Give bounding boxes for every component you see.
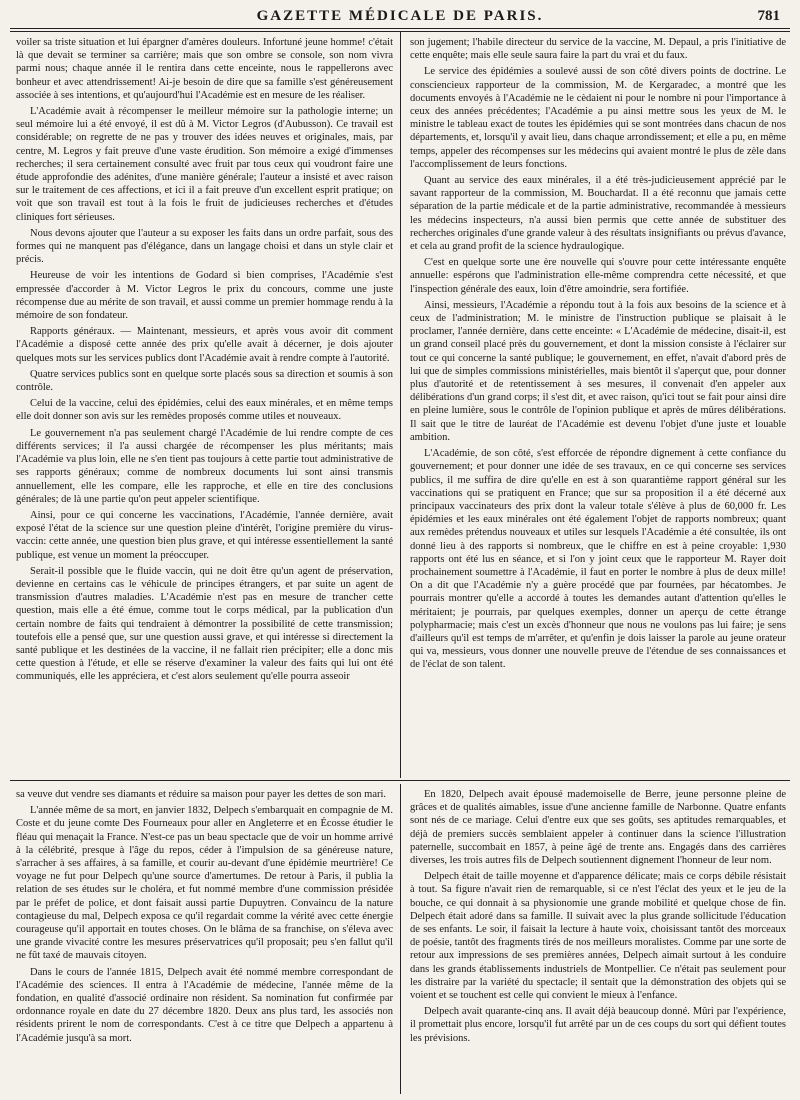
paragraph: Le service des épidémies a soulevé aussi de son côté divers points de doctrine. Le consciencieux rapporteur de la commission, M. de Kergaradec, a montré que les documents envoyés à l'Académie ne le cèdaient ni pour le nombre ni pour l'importance à ceux des années précédentes; l'Académie a pu ainsi mettre sous les yeux de M. le ministre le tableau exact de toutes les épidémies qui se sont montrées dans chacun de nos départements, et, lorsqu'il y avait lieu, dans chaque arrondissement; et elle a pu, en même temps, appeler des récompenses sur les médecins qui avaient montré le plus de zèle dans l'accomplissement de leurs fonctions.	[410, 66, 786, 170]
section-divider	[10, 780, 790, 781]
top-left-column	[16, 36, 393, 777]
paragraph: Le gouvernement n'a pas seulement chargé l'Académie de lui rendre compte de ces différents services; il l'a aussi chargée de récompenser les plus méritants; mais l'Académie va plus loin, elle ne s'en tient pas toujours à cette partie tout administrative de ses rapports généraux; comme de nombreux documents lui sont ainsi transmis annuellement, elle les compare, elle les rapproche, et elle en tire des conclusions générales; de là une partie qu'on peut appeler scientifique.	[16, 427, 393, 505]
paragraph: Celui de la vaccine, celui des épidémies, celui des eaux minérales, et en même temps elle doit donner son avis sur les remèdes proposés comme utiles et nouveaux.	[16, 398, 393, 423]
paragraph: Ainsi, pour ce qui concerne les vaccinations, l'Académie, l'année dernière, avait exposé l'état de la science sur une question pleine d'intérêt, l'origine première du virus-vaccin: cette année, une question bien plus grave, et qui intéresse essentiellement la santé publique, est venue un moment la préoccuper.	[16, 509, 393, 561]
paragraph: Ainsi, messieurs, l'Académie a répondu tout à la fois aux besoins de la science et à ceux de l'administration; M. le ministre de l'instruction publique se plaisait à le proclamer, l'année dernière, dans cette enceinte: « L'Académie de médecine, disait-il, est un grand conseil placé près du gouvernement, et dont la mission consiste à l'éclairer sur tout ce qui concerne la santé publique; le gouvernement, en effet, n'avait d'abord près de lui que de simples commissions ministérielles, mais bientôt il s'aperçut que, pour donner plus d'autorité et de retentissement à ses mesures, il convenait d'en appeler aux délibérations d'un grand corps; il s'est dit, et avec raison, qu'ici tout se fait pour ainsi dire en pleine lumière, sous le contrôle de l'opinion publique et après de mûres délibérations. Il sait que le titre de lauréat de l'Académie est devenu l'objet d'une juste et louable ambition.	[410, 299, 786, 443]
paragraph: Nous devons ajouter que l'auteur a su exposer les faits dans un ordre parfait, sous des formes qui ne manquent pas d'élégance, dans un langage choisi et dans un style clair et précis.	[16, 227, 393, 266]
paragraph: Delpech était de taille moyenne et d'apparence délicate; mais ce corps débile résistait à tout. Sa figure n'avait rien de remarquable, si ce n'est l'éclat des yeux et le jeu de la bouche, ce qui donnait à sa physionomie une grande mobilité et quelque chose de fin. Delpech était adoré dans sa famille. Il suivait avec la plus grande sollicitude l'éducation de ses enfants. Le soir, il faisait la lecture à haute voix, choisissant tantôt des morceaux de poésie, tantôt des fragments tirés de nos meilleurs moralistes. Comme par une sorte de retour aux impressions de ses premières années, Delpech aimait surtout à les conduire dans les grands établissements industriels de Montpellier. Ce n'était pas seulement pour les distraire par la variété du spectacle; il sentait que la démonstration des objets qui se voient et se touchent est celle qui convient le mieux à l'enfance.	[410, 871, 786, 1002]
page-number: 781	[757, 8, 780, 24]
paragraph: Serait-il possible que le fluide vaccin, qui ne doit être qu'un agent de préservation, devienne en certains cas le véhicule de principes étrangers, et par suite un agent de transmission d'autres maladies. L'Académie n'est pas en mesure de trancher cette question, mais elle a été émue, comme tout le corps médical, par la publication d'un certain nombre de faits qui tendraient à démontrer la possibilité de cette transmission; toutefois elle a pensé que, sur une question aussi grave, et qui intéresse si directement la santé publique et les destinées de la vaccine, il ne fallait rien précipiter; elle a donc mis cette question à l'étude, et elle se réserve d'examiner la valeur des faits qui lui ont été communiqués, elle les appréciera, et c'est alors seulement qu'elle pourra asseoir	[16, 565, 393, 683]
bottom-right-column	[410, 788, 786, 1094]
top-right-column	[410, 36, 786, 777]
paragraph: son jugement; l'habile directeur du service de la vaccine, M. Depaul, a pris l'initiative de cette enquête; mais elle seule saura faire la part du vrai et du faux.	[410, 37, 786, 62]
header-rule	[10, 28, 790, 29]
paragraph: Heureuse de voir les intentions de Godard si bien comprises, l'Académie s'est empressée d'accorder à M. Victor Legros le prix du concours, comme une juste récompense due au mérite de son travail, et aussi comme un premier hommage rendu à la mémoire de son fondateur.	[16, 270, 393, 322]
column-divider-top	[400, 32, 401, 778]
paragraph: L'Académie, de son côté, s'est efforcée de répondre dignement à cette confiance du gouvernement; et pour donner une idée de ses travaux, en ce qui concerne ses services publics, il me suffira de dire qu'elle en est à son quarantième rapport général sur les vaccinations qui se pratiquent en France; que sur sa proposition il a été décerné aux principaux vaccinateurs des prix dont la valeur totale s'élève à plus de 60,000 fr. Les épidémies et les eaux minérales ont été également l'objet de rapports nombreux; quant aux remèdes prétendus nouveaux et utiles sur lesquels l'Académie a été consultée, ils ont donné lieu à des rapports si nombreux, que le chiffre en est à peine croyable: 1,930 rapports ont été lus en séance, et si l'on y joint ceux que le rapporteur M. Rayer doit prochainement soumettre à l'Académie, il faut en porter le nombre à plus de deux mille! On a dit que l'Académie n'y a guère procédé que par fournées, par hécatombes. Je pourrais montrer qu'elle a accordé à toutes les demandes autant d'attention qu'elles le méritaient; je pourrais, par quelques exemples, donner un aperçu de cette étrange polypharmacie; mais c'est un excès d'honneur que nous ne voulons pas lui faire; je sens d'ailleurs qu'il est temps de m'arrêter, et qu'enfin je dois laisser la parole au jeune orateur qui va, messieurs, vous donner une nouvelle preuve de l'étendue de ses connaissances et de l'éclat de son talent.	[410, 448, 786, 671]
paragraph-rapports-generaux: Rapports généraux. — Maintenant, messieurs, et après vous avoir dit comment l'Académie a disposé cette année des prix qu'elle avait à décerner, je dois ajouter quelques mots sur les services publics dont l'Académie avait à rendre compte à l'autorité.	[16, 326, 393, 364]
journal-title: GAZETTE MÉDICALE DE PARIS.	[256, 8, 544, 24]
column-divider-bottom	[400, 784, 401, 1094]
bottom-left-column	[16, 788, 393, 1094]
paragraph: L'Académie avait à récompenser le meilleur mémoire sur la pathologie interne; un seul mémoire lui a été envoyé, il est dû à M. Victor Legros (d'Aubusson). Ce travail est considérable; on regrette de ne pas y trouver des idées neuves et originales, mais, par centre, M. Legros y fait preuve d'une vaste érudition. Son mémoire a exigé d'immenses recherches; il sera certainement consulté avec fruit par tous ceux qui voudront faire une étude approfondie des adénites, d'une manière générale; l'auteur a insisté et avec raison sur le traitement de ces affections, et ici il a fait preuve d'un excellent esprit pratique; on voit que son travail est tout à la fois le fruit de judicieuses recherches et d'études cliniques fort sérieuses.	[16, 106, 393, 223]
paragraph: Dans le cours de l'année 1815, Delpech avait été nommé membre correspondant de l'Académie des sciences. Il entra à l'Académie de médecine, l'année même de la fondation, en qualité d'associé ordinaire non résident. Sa nomination fut confirmée par ordonnance royale en date du 27 décembre 1820. Deux ans plus tard, les associés non résidents prirent le nom de correspondants. C'est à ce titre que Delpech a appartenu à l'Académie jusqu'à sa mort.	[16, 966, 393, 1044]
paragraph: sa veuve dut vendre ses diamants et réduire sa maison pour payer les dettes de son mari.	[16, 789, 387, 800]
paragraph: En 1820, Delpech avait épousé mademoiselle de Berre, jeune personne pleine de grâces et de qualités aimables, issue d'une ancienne famille de Narbonne. Quatre enfants sont nés de ce mariage. Celui d'entre eux que ses goûts, ses aptitudes remarquables, et déjà de premiers succès semblaient appeler à continuer dans la science l'illustration paternelle, succombait en 1857, à peine âgé de trente ans. Engagés dans des carrières diverses, les trois autres fils de Delpech soutiennent dignement l'honneur de leur nom.	[410, 789, 786, 867]
paragraph: C'est en quelque sorte une ère nouvelle qui s'ouvre pour cette intéressante enquête annuelle: espérons que l'administration elle-même comprendra cette nécessité, et que l'inspection générale des eaux, loin d'être amoindrie, sera fortifiée.	[410, 257, 786, 295]
paragraph: L'année même de sa mort, en janvier 1832, Delpech s'embarquait en compagnie de M. Coste et du jeune comte Des Fourneaux pour aller en Angleterre et en Écosse étudier le fléau qui menaçait la France. N'est-ce pas un beau spectacle que de voir un homme arrivé à la célébrité, presque à l'âge du repos, céder à l'impulsion de sa généreuse nature, s'arracher à ses affaires, à sa famille, et courir au-devant d'une épidémie meurtrière! Ce voyage ne fut pour Delpech qu'une source d'amertumes. De retour à Paris, il publia la relation de ses études sur le choléra, et fut nommé membre d'une commission présidée par le préfet de police, et dont faisait aussi partie Dupuytren. Convaincu de la nature contagieuse du mal, Delpech exposa ce qu'il regardait comme la vérité avec cette énergie courageuse qu'il apportait en toutes choses. On le blâma de sa franchise, on s'éleva avec une grande vivacité contre les mesures préservatrices qu'il proposait; peu s'en fallut qu'il ne fût taxé de mauvais citoyen.	[16, 805, 393, 962]
paragraph: Quant au service des eaux minérales, il a été très-judicieusement apprécié par le savant rapporteur de la commission, M. Bouchardat. Il a été reconnu que jamais cette séparation de la partie médicale et de la partie administrative, recommandée à messieurs les médecins inspecteurs, n'a aussi bien permis que cette année de substituer des recherches originales d'une grande valeur à des résultats insignifiants ou prévus d'avance, et cela au grand profit de la science hydraulogique.	[410, 175, 786, 253]
page-header	[10, 6, 790, 28]
paragraph: Quatre services publics sont en quelque sorte placés sous sa direction et soumis à son contrôle.	[16, 368, 393, 394]
paragraph: voiler sa triste situation et lui épargner d'amères douleurs. Infortuné jeune homme! c'était là que devait se terminer sa carrière; mais que son ombre se console, son nom vivra parmi nous; chaque année il le rentira dans cette enceinte, nous le rappellerons avec bonheur et avec attendrissement! Ai-je besoin de dire que sa famille s'est généreusement associée à ses intentions, et qu'aujourd'hui l'Académie est en mesure de les réaliser.	[16, 37, 393, 101]
paragraph: Delpech avait quarante-cinq ans. Il avait déjà beaucoup donné. Mûri par l'expérience, il promettait plus encore, lorsqu'il fut arrêté par un de ces coups du sort qui défient toutes les prévisions.	[410, 1006, 786, 1044]
